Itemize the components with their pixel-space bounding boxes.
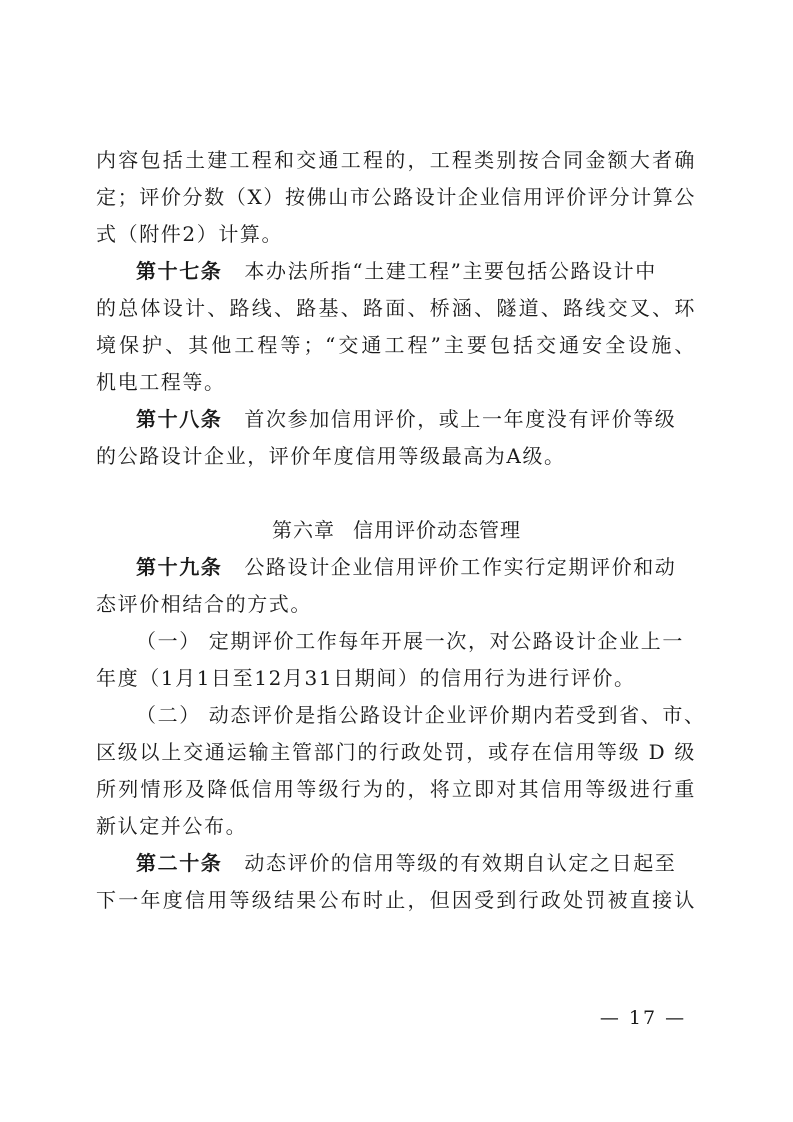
text-line: 所列情形及降低信用等级行为的，将立即对其信用等级进行重 xyxy=(96,777,696,801)
text-line: 的总体设计、路线、路基、路面、桥涵、隧道、路线交叉、环 xyxy=(96,296,696,320)
text-line: 态评价相结合的方式。 xyxy=(96,592,312,616)
text-line: 定；评价分数（X）按佛山市公路设计企业信用评价评分计算公 xyxy=(96,185,696,209)
text-line: 式（附件2）计算。 xyxy=(96,222,284,246)
article-17-first-line xyxy=(136,257,696,285)
text-span: 首次参加信用评价，或上一年度没有评价等级 xyxy=(244,407,677,431)
text-span: 公路设计企业信用评价工作实行定期评价和动 xyxy=(244,555,677,579)
text-line: （二） 动态评价是指公路设计企业评价期内若受到省、市、 xyxy=(136,703,706,727)
text-line: （一） 定期评价工作每年开展一次，对公路设计企业上一 xyxy=(136,629,684,653)
text-line: 下一年度信用等级结果公布时止，但因受到行政处罚被直接认 xyxy=(96,888,696,912)
article-20-first-line xyxy=(136,849,696,877)
text-line: 区级以上交通运输主管部门的行政处罚，或存在信用等级 D 级 xyxy=(96,740,696,764)
text-span: 本办法所指“土建工程”主要包括公路设计中 xyxy=(244,259,657,283)
article-18-heading: 第十八条 xyxy=(136,407,223,431)
article-19-first-line xyxy=(136,553,696,581)
text-line: 机电工程等。 xyxy=(96,370,226,394)
text-line: 境保护、其他工程等；“交通工程”主要包括交通安全设施、 xyxy=(96,333,696,357)
page-number: — 17 — xyxy=(599,1007,687,1029)
text-span: 动态评价的信用等级的有效期自认定之日起至 xyxy=(244,851,677,875)
text-line: 的公路设计企业，评价年度信用等级最高为A级。 xyxy=(96,444,566,468)
chapter-title: 信用评价动态管理 xyxy=(353,518,521,542)
text-line: 内容包括土建工程和交通工程的，工程类别按合同金额大者确 xyxy=(96,148,696,172)
article-18-first-line xyxy=(136,405,696,433)
chapter-heading xyxy=(0,516,793,544)
text-line: 年度（1月1日至12月31日期间）的信用行为进行评价。 xyxy=(96,666,636,690)
article-20-heading: 第二十条 xyxy=(136,851,223,875)
article-19-heading: 第十九条 xyxy=(136,555,223,579)
text-line: 新认定并公布。 xyxy=(96,814,248,838)
chapter-number: 第六章 xyxy=(272,518,335,542)
article-17-heading: 第十七条 xyxy=(136,259,223,283)
